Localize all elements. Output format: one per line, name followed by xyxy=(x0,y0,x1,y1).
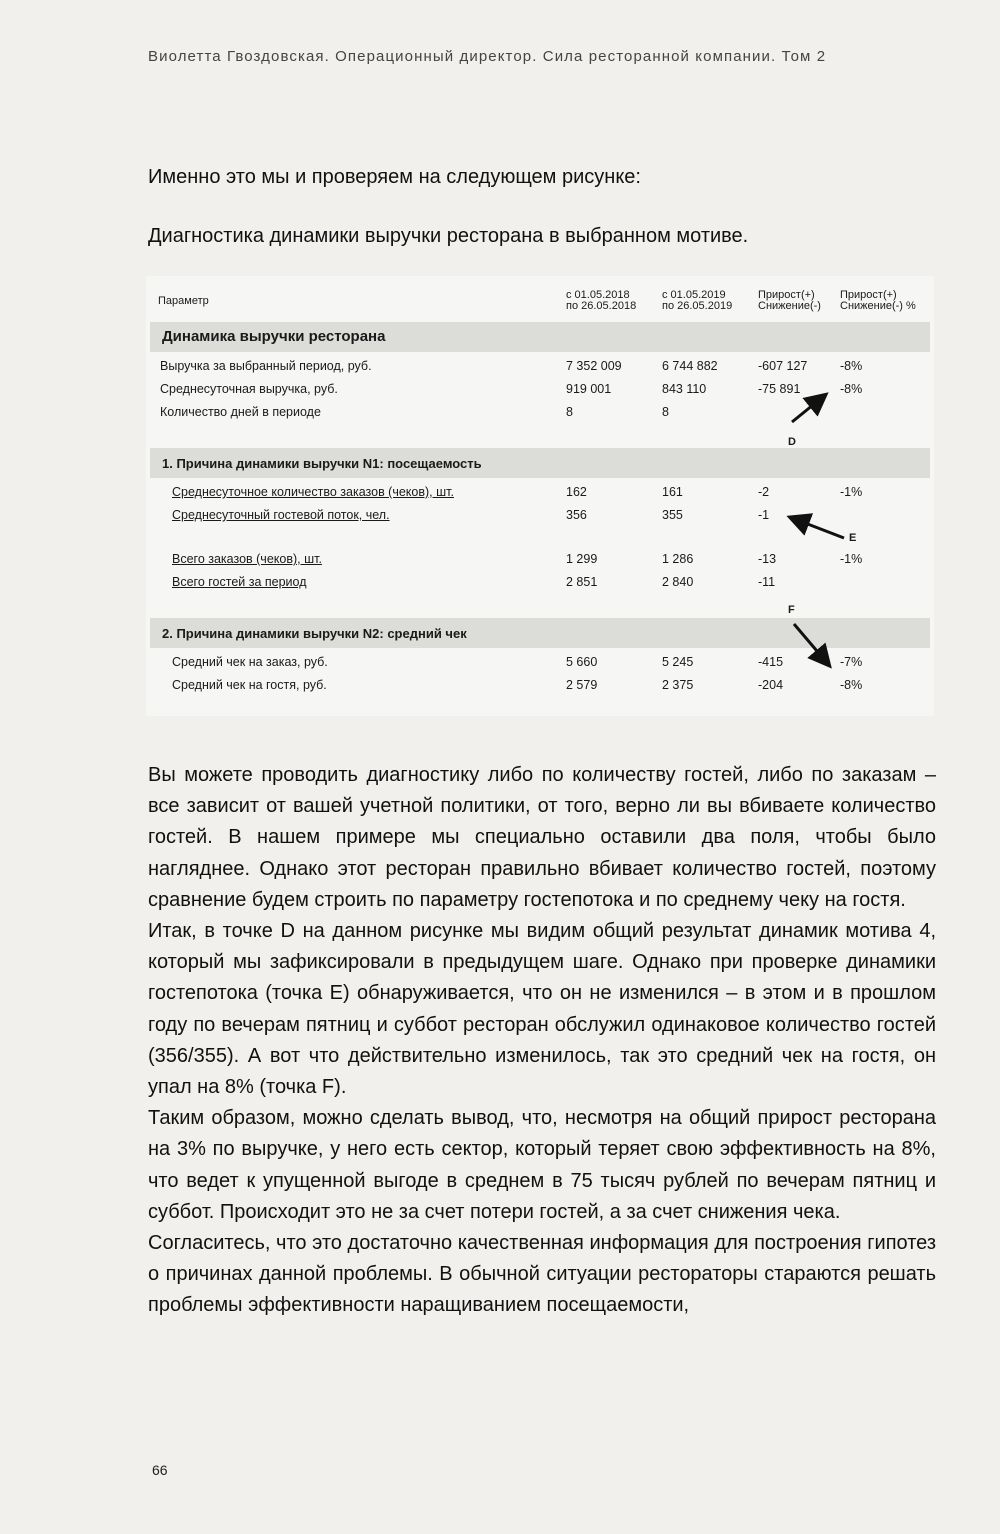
row-value-2018: 1 299 xyxy=(566,552,598,566)
header-period-2019-start: с 01.05.2019 xyxy=(662,289,726,301)
row-value-2019: 2 840 xyxy=(662,575,694,589)
marker-e: E xyxy=(849,532,857,544)
header-pct-growth: Прирост(+) xyxy=(840,289,897,301)
row-label: Количество дней в периоде xyxy=(160,405,321,419)
row-value-2018: 162 xyxy=(566,485,587,499)
header-period-2018-end: по 26.05.2018 xyxy=(566,300,637,312)
row-delta: -607 127 xyxy=(758,359,808,373)
marker-f: F xyxy=(788,604,795,616)
paragraph: Таким образом, можно сделать вывод, что, несмотря на общий прирост ресторана на 3% по выручке, у него есть сектор, который теряет свою эффективность на 8%, что ведет к упущенной выгоде в среднем в 75 тысяч рублей по вечерам пятниц и суббот. Происходит это не за счет потери гостей, а за счет снижения чека. xyxy=(148,1107,936,1223)
page-number: 66 xyxy=(152,1462,168,1478)
row-value-2018: 2 851 xyxy=(566,575,598,589)
row-label: Средний чек на гостя, руб. xyxy=(172,678,327,692)
row-pct: -8% xyxy=(840,678,863,692)
header-pct-decline: Снижение(-) % xyxy=(840,300,916,312)
row-delta: -1 xyxy=(758,508,770,522)
row-value-2018: 919 001 xyxy=(566,382,612,396)
row-label: Выручка за выбранный период, руб. xyxy=(160,359,372,373)
annotation-arrows xyxy=(146,276,934,716)
section-title-attendance: 1. Причина динамики выручки N1: посещаемость xyxy=(162,456,482,471)
body-text xyxy=(148,760,936,1322)
row-pct: -7% xyxy=(840,655,863,669)
row-delta: -75 891 xyxy=(758,382,801,396)
row-pct: -1% xyxy=(840,485,863,499)
row-value-2019: 1 286 xyxy=(662,552,694,566)
paragraph: Вы можете проводить диагностику либо по количеству гостей, либо по заказам – все зависит от вашей учетной политики, от того, верно ли вы вбиваете количество гостей. В нашем примере мы специально оставили два поля, чтобы было нагляднее. Однако этот ресторан правильно вбивает количество гостей, поэтому сравнение будем строить по параметру гостепотока и по среднему чеку на гостя. xyxy=(148,764,936,911)
section-title-average-check: 2. Причина динамики выручки N2: средний чек xyxy=(162,626,467,641)
intro-sentence: Именно это мы и проверяем на следующем рисунке: xyxy=(148,166,641,188)
row-delta: -204 xyxy=(758,678,784,692)
paragraph: Согласитесь, что это достаточно качественная информация для построения гипотез о причинах данной проблемы. В обычной ситуации рестораторы стараются решать проблемы эффективности наращиванием посещаемости, xyxy=(148,1232,936,1317)
section-title-revenue: Динамика выручки ресторана xyxy=(162,328,386,345)
header-delta-growth: Прирост(+) xyxy=(758,289,815,301)
row-delta: -2 xyxy=(758,485,770,499)
arrow-e xyxy=(792,518,844,538)
row-pct: -1% xyxy=(840,552,863,566)
marker-d: D xyxy=(788,436,796,448)
row-delta: -11 xyxy=(758,575,776,589)
revenue-diagnostics-table xyxy=(146,276,934,716)
row-label: Среднесуточная выручка, руб. xyxy=(160,382,338,396)
header-param: Параметр xyxy=(158,295,209,307)
figure-caption: Диагностика динамики выручки ресторана в выбранном мотиве. xyxy=(148,225,749,247)
row-label: Среднесуточное количество заказов (чеков), шт. xyxy=(172,485,454,499)
row-value-2019: 8 xyxy=(662,405,669,419)
header-delta-decline: Снижение(-) xyxy=(758,300,821,312)
row-value-2019: 161 xyxy=(662,485,683,499)
row-value-2019: 843 110 xyxy=(662,382,707,396)
running-head: Виолетта Гвоздовская. Операционный директор. Сила ресторанной компании. Том 2 xyxy=(148,48,827,65)
row-delta: -13 xyxy=(758,552,777,566)
row-label: Всего заказов (чеков), шт. xyxy=(172,552,322,566)
row-value-2018: 5 660 xyxy=(566,655,598,669)
row-value-2018: 8 xyxy=(566,405,573,419)
header-period-2018-start: с 01.05.2018 xyxy=(566,289,630,301)
row-label: Средний чек на заказ, руб. xyxy=(172,655,328,669)
row-pct: -8% xyxy=(840,382,863,396)
row-value-2018: 7 352 009 xyxy=(566,359,622,373)
header-period-2019-end: по 26.05.2019 xyxy=(662,300,733,312)
row-label: Среднесуточный гостевой поток, чел. xyxy=(172,508,390,522)
paragraph: Итак, в точке D на данном рисунке мы видим общий результат динамик мотива 4, который мы зафиксировали в предыдущем шаге. Однако при проверке динамики гостепотока (точка E) обнаруживается, что он не изменился – в этом и в прошлом году по вечерам пятниц и суббот ресторан обслужил одинаковое количество гостей (356/355). А вот что действительно изменилось, так это средний чек на гостя, он упал на 8% (точка F). xyxy=(148,920,936,1099)
row-value-2019: 5 245 xyxy=(662,655,694,669)
row-value-2018: 356 xyxy=(566,508,587,522)
row-pct: -8% xyxy=(840,359,863,373)
row-value-2019: 355 xyxy=(662,508,683,522)
row-value-2019: 2 375 xyxy=(662,678,694,692)
row-label: Всего гостей за период xyxy=(172,575,307,589)
row-value-2019: 6 744 882 xyxy=(662,359,718,373)
arrow-f xyxy=(794,624,828,664)
row-value-2018: 2 579 xyxy=(566,678,598,692)
row-delta: -415 xyxy=(758,655,784,669)
arrow-d xyxy=(792,396,824,422)
